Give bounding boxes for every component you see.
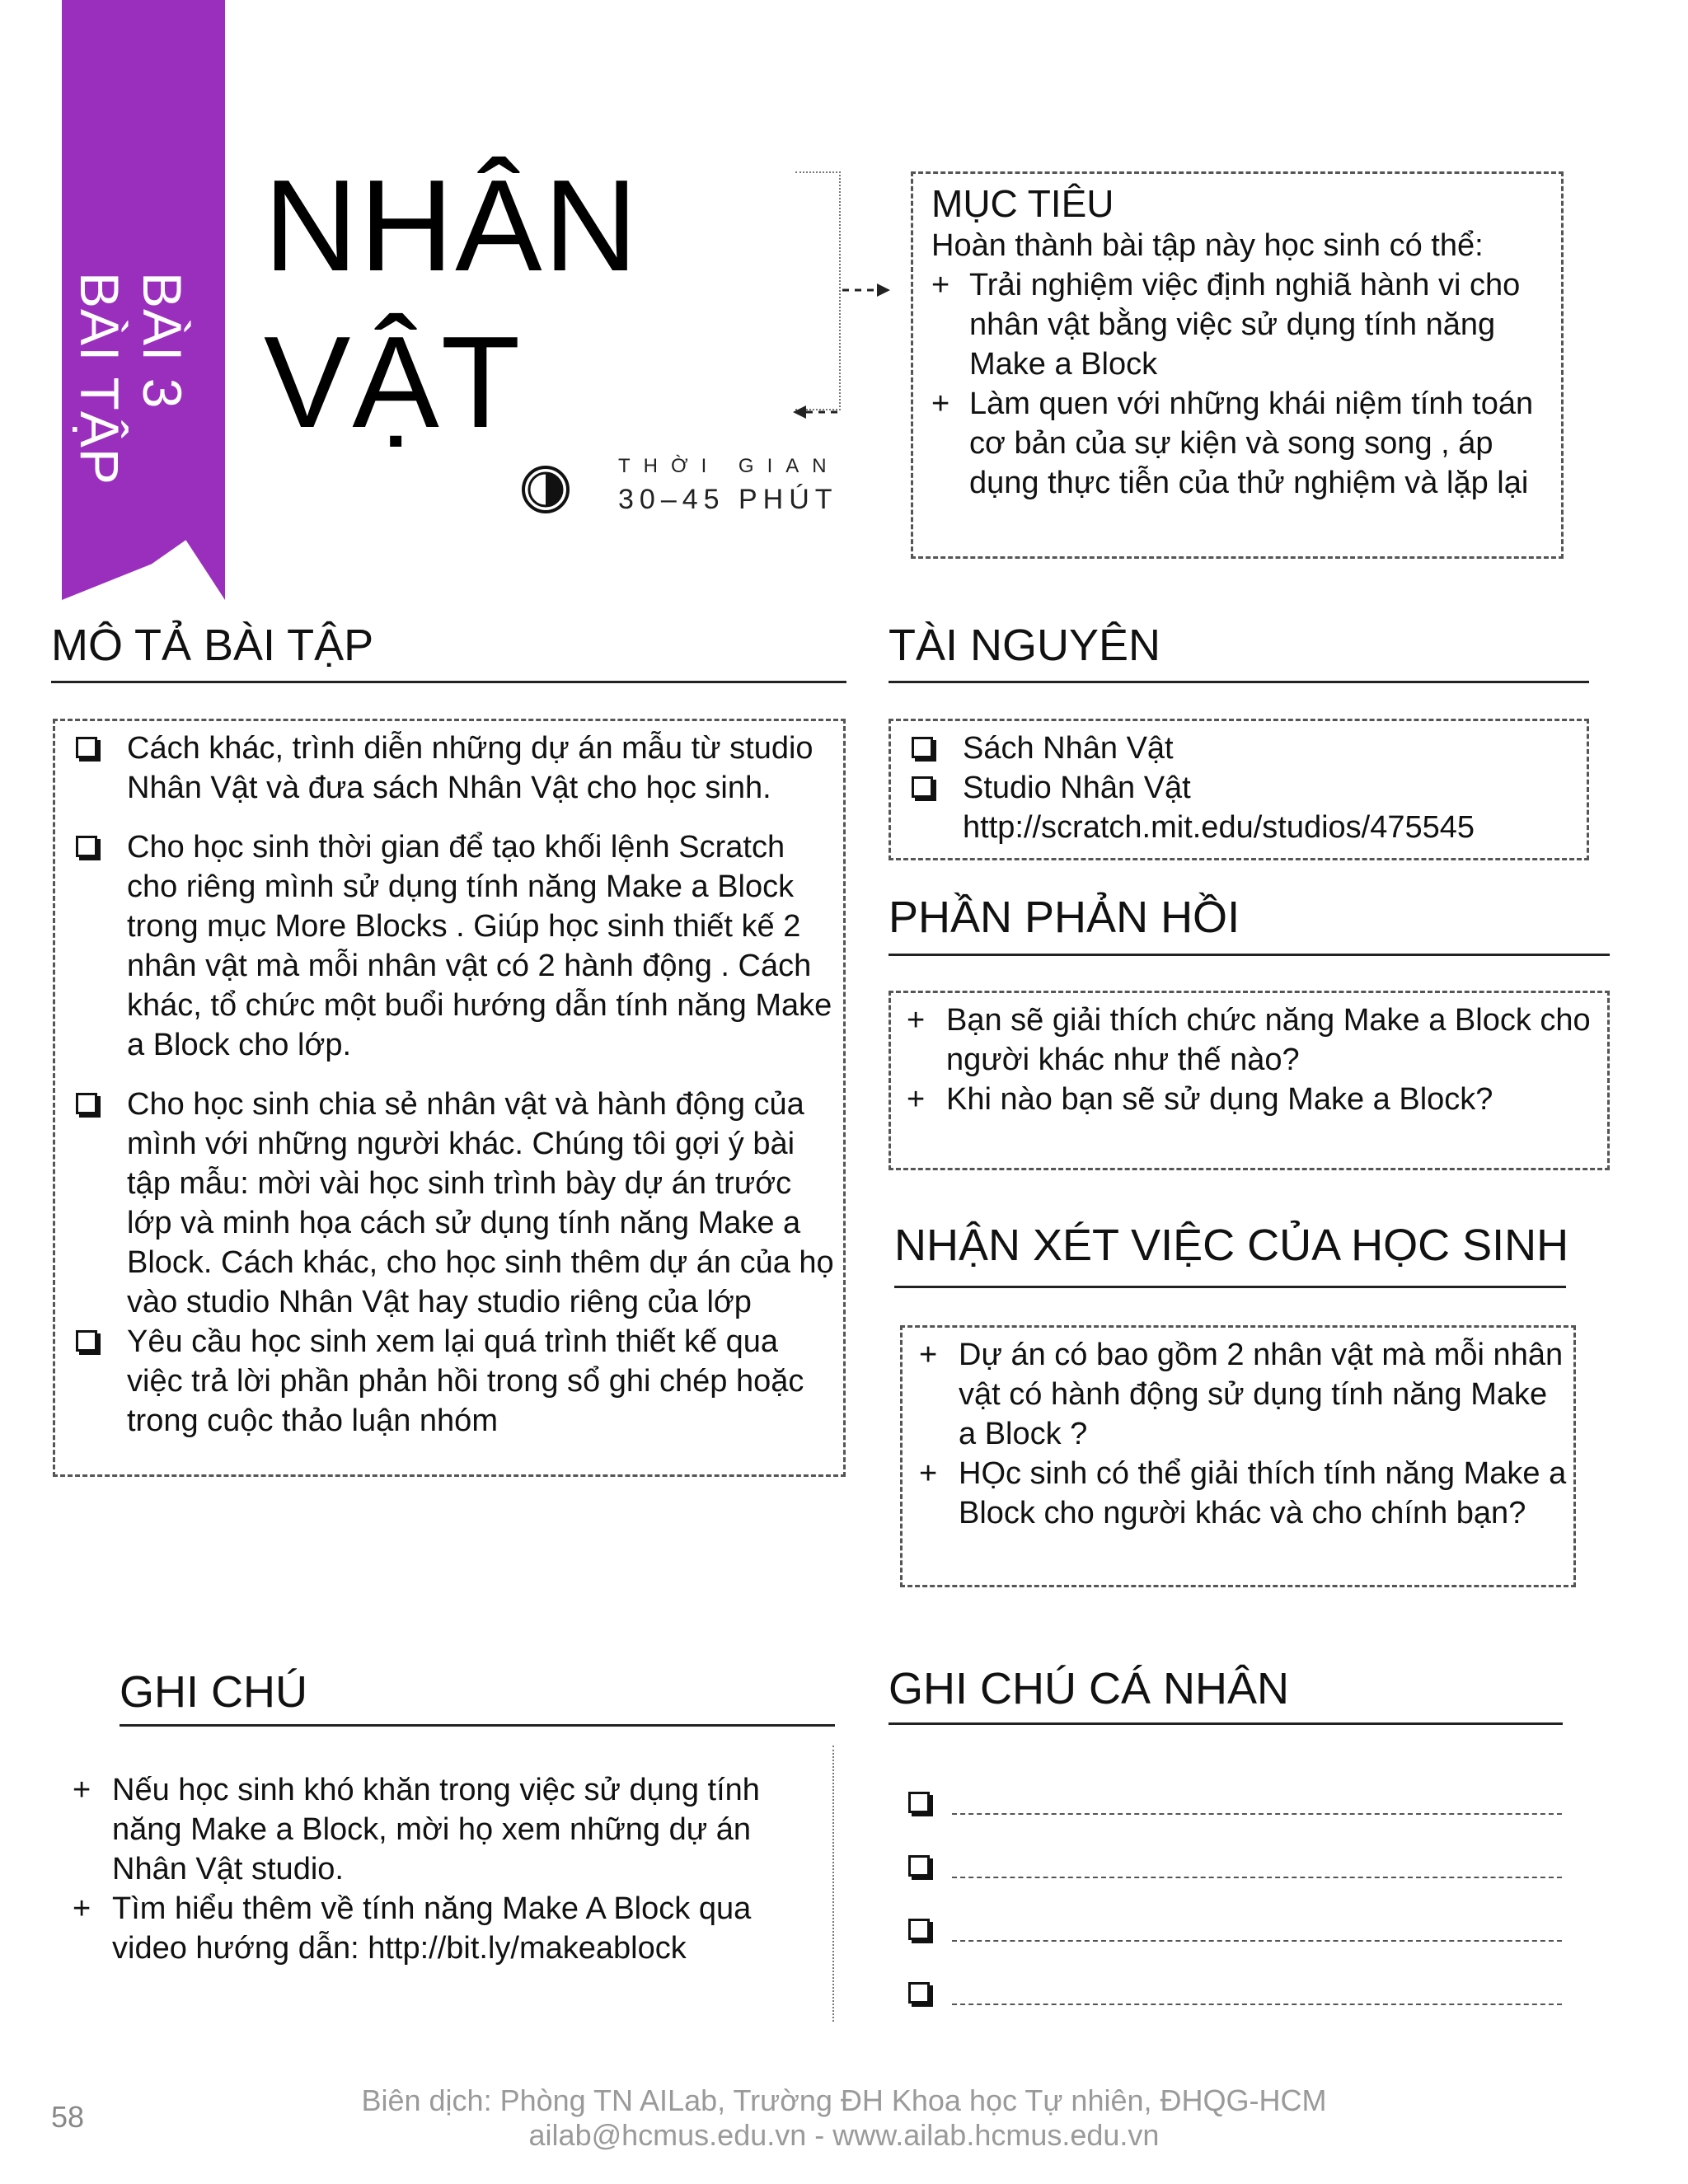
description-item: Cho học sinh chia sẻ nhân vật và hành động của mình với những người khác. Chúng tôi gợi ý bài tập mẫu: mời vài học sinh trình bày dự án trước lớp và minh họa cách sử dụng tính năng Make a Block. Cách khác, cho học sinh thêm dự án của họ vào studio Nhân Vật hay studio riêng của lớp — [69, 1085, 836, 1322]
checkbox-icon[interactable] — [908, 1982, 930, 2004]
description-list — [69, 729, 836, 1441]
checkbox-icon[interactable] — [908, 1855, 930, 1877]
review-list — [919, 1335, 1570, 1533]
review-rule — [894, 1286, 1566, 1288]
plus-icon: + — [931, 387, 950, 421]
notes-heading: GHI CHÚ — [120, 1667, 307, 1717]
checkbox-icon — [76, 1093, 97, 1114]
description-item: Cho học sinh thời gian để tạo khối lệnh Scratch cho riêng mình sử dụng tính năng Make a Block trong mục More Blocks . Giúp học sinh thiết kế 2 nhân vật mà mỗi nhân vật có 2 hành động . Cách khác, tổ chức một buổi hướng dẫn tính năng Make a Block cho lớp. — [69, 827, 836, 1065]
objective-item: + Trải nghiệm việc định nghiã hành vi cho nhân vật bằng việc sử dụng tính năng Make a Block — [931, 265, 1558, 384]
personal-note-line[interactable] — [952, 1940, 1562, 1942]
personal-note-checkbox[interactable] — [908, 1847, 930, 1881]
personal-notes-heading: GHI CHÚ CÁ NHÂN — [889, 1664, 1290, 1713]
note-item: + Tìm hiểu thêm về tính năng Make A Block qua video hướng dẫn: http://bit.ly/makeablock — [69, 1889, 811, 1968]
objectives-intro: Hoàn thành bài tập này học sinh có thể: — [931, 228, 1484, 263]
review-heading: NHẬN XÉT VIỆC CỦA HỌC SINH — [894, 1221, 1569, 1270]
checkbox-icon — [912, 776, 933, 798]
resource-url-link[interactable]: http://scratch.mit.edu/studios/475545 — [963, 810, 1475, 845]
review-item: + HỌc sinh có thể giải thích tính năng Make a Block cho người khác và cho chính bạn? — [919, 1454, 1570, 1533]
checkbox-icon — [76, 1330, 97, 1352]
plus-icon: + — [919, 1338, 938, 1372]
reflection-item: + Khi nào bạn sẽ sử dụng Make a Block? — [907, 1080, 1599, 1119]
reflection-list — [907, 1001, 1599, 1119]
arrow-left-icon — [791, 402, 842, 422]
note-item: + Nếu học sinh khó khăn trong việc sử dụng tính năng Make a Block, mời họ xem những dự án Nhân Vật studio. — [69, 1770, 811, 1889]
notes-divider — [832, 1746, 834, 2022]
arrow-right-icon — [841, 280, 892, 300]
plus-icon: + — [931, 268, 950, 302]
resource-item: Sách Nhân Vật — [905, 729, 1581, 768]
page-number: 58 — [51, 2100, 85, 2134]
page-title-line2: VẬT — [264, 310, 523, 455]
checkbox-icon[interactable] — [908, 1792, 930, 1813]
plus-icon: + — [73, 1891, 91, 1926]
connector-bracket — [795, 171, 841, 410]
description-item: Cách khác, trình diễn những dự án mẫu từ studio Nhân Vật và đưa sách Nhân Vật cho học sinh. — [69, 729, 836, 808]
plus-icon: + — [919, 1456, 938, 1491]
review-item: + Dự án có bao gồm 2 nhân vật mà mỗi nhân vật có hành động sử dụng tính năng Make a Block ? — [919, 1335, 1570, 1454]
plus-icon: + — [73, 1773, 91, 1807]
checkbox-icon[interactable] — [908, 1919, 930, 1940]
personal-note-line[interactable] — [952, 2004, 1562, 2005]
personal-notes-rule — [889, 1722, 1563, 1725]
checkbox-icon — [912, 737, 933, 758]
notes-rule — [120, 1724, 835, 1727]
footer-contact: ailab@hcmus.edu.vn - www.ailab.hcmus.edu.vn — [528, 2118, 1160, 2152]
time-value: 30–45 PHÚT — [618, 484, 838, 515]
objectives-heading: MỤC TIÊU — [931, 182, 1114, 225]
objective-item: + Làm quen với những khái niệm tính toán cơ bản của sự kiện và song song , áp dụng thực tiễn của thử nghiệm và lặp lại — [931, 384, 1558, 503]
page-title-line1: NHÂN — [264, 153, 640, 298]
resources-list — [905, 729, 1581, 847]
reflection-rule — [889, 954, 1610, 956]
personal-note-checkbox[interactable] — [908, 1910, 930, 1944]
resources-heading: TÀI NGUYÊN — [889, 621, 1161, 670]
description-item: Yêu cầu học sinh xem lại quá trình thiết kế qua việc trả lời phần phản hồi trong sổ ghi chép hoặc trong cuộc thảo luận nhóm — [69, 1322, 836, 1441]
description-rule — [51, 681, 846, 683]
footer-credit: Biên dịch: Phòng TN AILab, Trường ĐH Khoa học Tự nhiên, ĐHQG-HCM — [361, 2083, 1327, 2117]
personal-note-checkbox[interactable] — [908, 1783, 930, 1817]
reflection-item: + Bạn sẽ giải thích chức năng Make a Block cho người khác như thế nào? — [907, 1001, 1599, 1080]
reflection-heading: PHẦN PHẢN HỒI — [889, 893, 1240, 942]
personal-note-line[interactable] — [952, 1813, 1562, 1815]
checkbox-icon — [76, 836, 97, 857]
objectives-content — [931, 181, 1558, 503]
ribbon-label: BÀI TẬP — [69, 272, 130, 485]
ribbon-lesson-number: BÀI 3 — [132, 272, 193, 410]
half-circle-clock-icon — [521, 465, 570, 514]
plus-icon: + — [907, 1082, 926, 1117]
personal-note-line[interactable] — [952, 1877, 1562, 1878]
plus-icon: + — [907, 1003, 926, 1038]
description-heading: MÔ TẢ BÀI TẬP — [51, 621, 374, 670]
resource-item: Studio Nhân Vật — [905, 768, 1581, 808]
personal-note-checkbox[interactable] — [908, 1974, 930, 2008]
time-label: THỜI GIAN — [618, 455, 840, 477]
resources-rule — [889, 681, 1589, 683]
notes-list — [69, 1770, 811, 1968]
checkbox-icon — [76, 737, 97, 758]
